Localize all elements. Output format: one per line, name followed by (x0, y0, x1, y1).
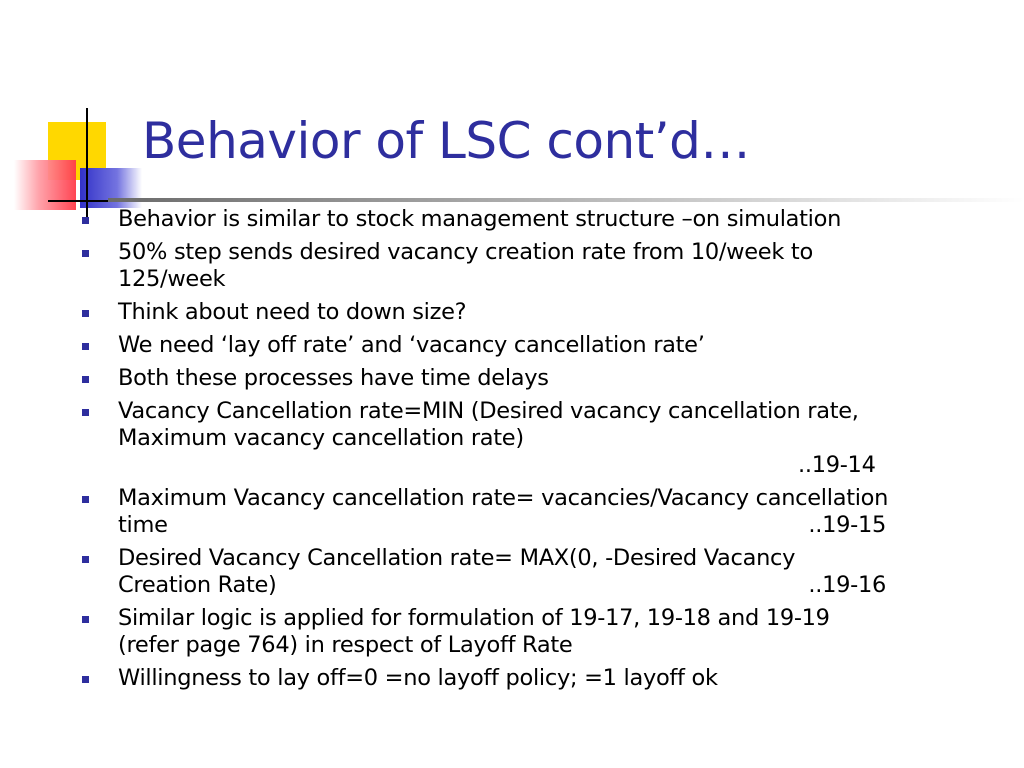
bullet-item (78, 299, 1008, 326)
bullet-text: Similar logic is applied for formulation of 19-17, 19-18 and 19-19 (118, 605, 830, 631)
bullet-list (78, 206, 1008, 698)
bullet-text: Vacancy Cancellation rate=MIN (Desired vacancy cancellation rate, (118, 398, 859, 424)
square-bullet-icon (82, 556, 89, 563)
square-bullet-icon (82, 250, 89, 257)
decor-red-square (14, 160, 76, 210)
bullet-item (78, 206, 1008, 233)
title-underline (108, 198, 1024, 202)
bullet-item (78, 665, 1008, 692)
bullet-item (78, 332, 1008, 359)
bullet-item (78, 365, 1008, 392)
bullet-item (78, 485, 1008, 539)
square-bullet-icon (82, 409, 89, 416)
square-bullet-icon (82, 676, 89, 683)
bullet-item (78, 605, 1008, 659)
bullet-text-continued: Maximum vacancy cancellation rate) (118, 425, 524, 451)
square-bullet-icon (82, 496, 89, 503)
equation-reference: ..19-16 (808, 572, 886, 598)
bullet-text: Think about need to down size? (118, 299, 467, 325)
square-bullet-icon (82, 616, 89, 623)
bullet-text-row (118, 572, 886, 599)
equation-reference: ..19-14 (798, 452, 876, 478)
decor-vertical-line (86, 108, 88, 220)
bullet-text: Behavior is similar to stock management structure –on simulation (118, 206, 842, 232)
bullet-text-continued: 125/week (118, 266, 226, 292)
square-bullet-icon (82, 310, 89, 317)
bullet-text: Willingness to lay off=0 =no layoff policy; =1 layoff ok (118, 665, 718, 691)
bullet-item (78, 239, 1008, 293)
slide-title: Behavior of LSC cont’d… (142, 112, 750, 170)
bullet-text: Desired Vacancy Cancellation rate= MAX(0, -Desired Vacancy (118, 545, 796, 571)
bullet-text: Both these processes have time delays (118, 365, 549, 391)
square-bullet-icon (82, 343, 89, 350)
bullet-item (78, 545, 1008, 599)
bullet-text: 50% step sends desired vacancy creation rate from 10/week to (118, 239, 813, 265)
bullet-text: We need ‘lay off rate’ and ‘vacancy cancellation rate’ (118, 332, 705, 358)
decor-blue-square (80, 168, 142, 208)
bullet-text-row (118, 512, 886, 539)
square-bullet-icon (82, 376, 89, 383)
bullet-item (78, 398, 1008, 479)
equation-reference: ..19-15 (808, 512, 886, 538)
bullet-text-continued: (refer page 764) in respect of Layoff Rate (118, 632, 573, 658)
bullet-text-continued: time (118, 512, 168, 538)
bullet-text-continued: Creation Rate) (118, 572, 277, 598)
square-bullet-icon (82, 217, 89, 224)
bullet-text: Maximum Vacancy cancellation rate= vacancies/Vacancy cancellation (118, 485, 889, 511)
